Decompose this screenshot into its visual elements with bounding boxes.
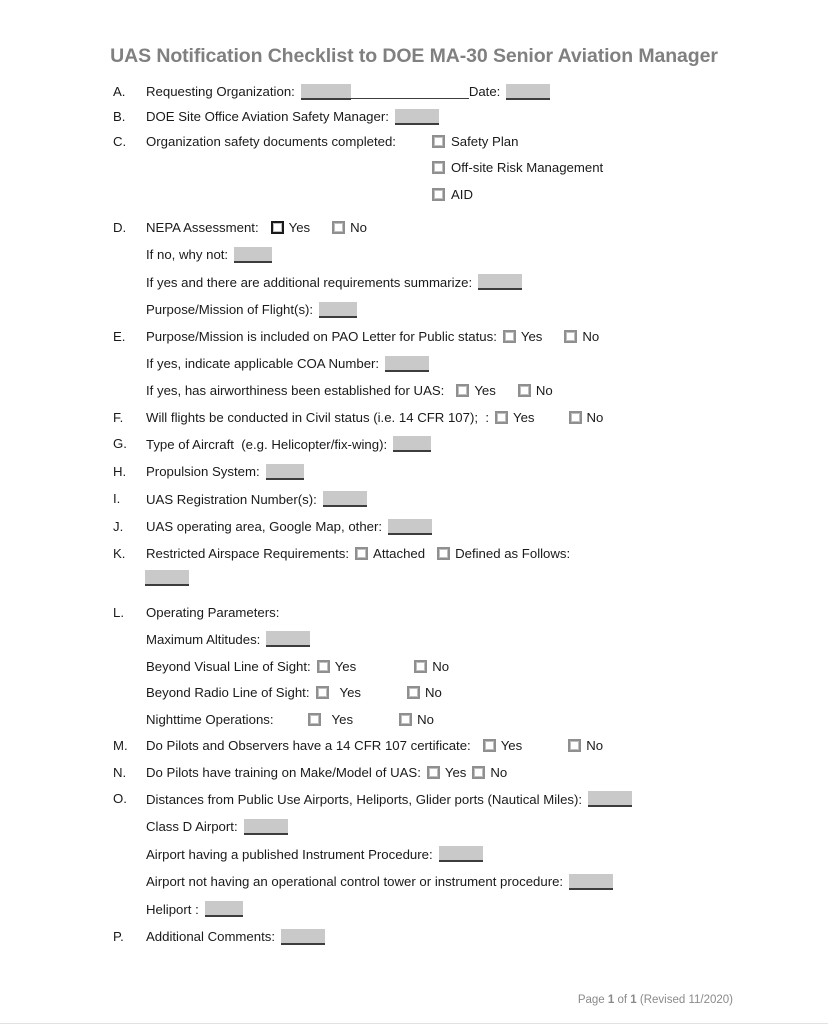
checkbox-training-yes[interactable]: [427, 766, 440, 779]
checkbox-option-bvlos-yes[interactable]: [317, 659, 357, 674]
row-letter-m: M.: [113, 738, 128, 754]
checkbox-pao-yes[interactable]: [503, 330, 516, 343]
checkbox-option-bvlos-no[interactable]: [414, 659, 449, 674]
label-nighttime-no: No: [417, 711, 434, 727]
field-if-no-why-not[interactable]: [234, 247, 272, 263]
checkbox-civil-yes[interactable]: [495, 411, 508, 424]
label-airworthiness-yes: Yes: [474, 383, 496, 399]
label-beyond-visual-line-of-sight: Beyond Visual Line of Sight:: [146, 658, 311, 674]
field-no-control-tower-or-procedure[interactable]: [569, 874, 613, 890]
label-type-of-aircraft: Type of Aircraft (e.g. Helicopter/fix-wing):: [146, 436, 388, 452]
checkbox-bvlos-yes[interactable]: [317, 660, 330, 673]
row-letter-l: L.: [113, 604, 124, 620]
form-row-d: [0, 220, 828, 235]
label-safety-plan: Safety Plan: [451, 133, 519, 149]
label-training-yes: Yes: [444, 764, 467, 780]
checkbox-option-civil-no[interactable]: [569, 410, 604, 425]
label-pao-no: No: [582, 329, 600, 345]
field-site-office-safety-manager[interactable]: [395, 109, 439, 125]
form-row-o-sub2: [0, 846, 828, 862]
label-offsite-risk-management: Off-site Risk Management: [451, 160, 604, 176]
label-nighttime-yes: Yes: [331, 711, 354, 727]
checkbox-option-training-no[interactable]: [472, 765, 507, 780]
checkbox-option-offsite-risk-management[interactable]: [432, 160, 603, 175]
form-row-b: [0, 109, 828, 125]
label-airworthiness-no: No: [535, 383, 553, 399]
field-type-of-aircraft[interactable]: [393, 436, 431, 452]
form-row-n: [0, 765, 828, 780]
form-row-l-brlos: [0, 685, 828, 700]
field-uas-operating-area[interactable]: [388, 519, 432, 535]
label-make-model-training: Do Pilots have training on Make/Model of UAS:: [146, 764, 421, 780]
checkbox-nepa-no[interactable]: [332, 221, 345, 234]
label-coa-number: If yes, indicate applicable COA Number:: [146, 356, 380, 372]
label-no-control-tower-or-procedure: Airport not having an operational control tower or instrument procedure:: [146, 874, 564, 890]
field-coa-number[interactable]: [385, 356, 429, 372]
label-class-d-airport: Class D Airport:: [146, 819, 238, 835]
label-civil-status: Will flights be conducted in Civil status (i.e. 14 CFR 107); :: [146, 409, 490, 425]
row-letter-e: E.: [113, 329, 126, 345]
label-propulsion-system: Propulsion System:: [146, 464, 260, 480]
label-requesting-organization: Requesting Organization:: [146, 84, 295, 100]
label-civil-yes: Yes: [513, 409, 535, 425]
checkbox-option-pao-no[interactable]: [564, 329, 599, 344]
field-published-instrument-procedure[interactable]: [439, 846, 483, 862]
checkbox-option-airworthiness-no[interactable]: [518, 383, 553, 398]
field-date[interactable]: [506, 84, 550, 100]
checkbox-cfr107-no[interactable]: [568, 739, 581, 752]
form-row-e-sub1: [0, 356, 828, 372]
checkbox-option-pao-yes[interactable]: [503, 329, 543, 344]
checkbox-airspace-attached[interactable]: [355, 547, 368, 560]
checkbox-cfr107-yes[interactable]: [483, 739, 496, 752]
checkbox-airworthiness-yes[interactable]: [456, 384, 469, 397]
checkbox-airworthiness-no[interactable]: [518, 384, 531, 397]
page-title: UAS Notification Checklist to DOE MA-30 Senior Aviation Manager: [110, 45, 718, 67]
form-row-c: [0, 134, 828, 202]
form-row-l-max-altitudes: [0, 631, 828, 647]
footer-page-total: 1: [630, 994, 637, 1006]
label-date: Date:: [468, 84, 501, 100]
label-airworthiness-established: If yes, has airworthiness been established for UAS:: [146, 383, 445, 399]
form-row-i: [0, 491, 828, 507]
form-row-o-sub4: [0, 901, 828, 917]
field-additional-requirements-summarize[interactable]: [478, 274, 522, 290]
checkbox-nighttime-no[interactable]: [399, 713, 412, 726]
form-row-h: [0, 464, 828, 480]
form-row-j: [0, 519, 828, 535]
label-site-office-safety-manager: DOE Site Office Aviation Safety Manager:: [146, 109, 389, 125]
label-airspace-attached: Attached: [373, 546, 426, 562]
form-row-o-sub3: [0, 874, 828, 890]
label-brlos-no: No: [425, 685, 442, 701]
checkbox-option-brlos-no[interactable]: [407, 685, 442, 700]
form-row-d-sub2: [0, 274, 828, 290]
row-letter-c: C.: [113, 133, 127, 149]
field-heliport[interactable]: [205, 901, 243, 917]
field-purpose-mission-of-flights[interactable]: [319, 302, 357, 318]
form-row-o-sub1: [0, 819, 828, 835]
field-uas-registration-number[interactable]: [323, 491, 367, 507]
form-body: [0, 70, 828, 945]
row-letter-d: D.: [113, 220, 127, 236]
label-nepa-no: No: [350, 220, 368, 236]
label-bvlos-yes: Yes: [334, 658, 357, 674]
field-propulsion-system[interactable]: [266, 464, 304, 480]
label-published-instrument-procedure: Airport having a published Instrument Procedure:: [146, 846, 433, 862]
label-pao-yes: Yes: [520, 329, 543, 345]
label-nepa-assessment: NEPA Assessment:: [146, 220, 259, 236]
label-nighttime-operations: Nighttime Operations:: [146, 711, 274, 727]
form-row-d-sub3: [0, 302, 828, 318]
checkbox-option-aid[interactable]: [432, 187, 603, 202]
label-cfr107-yes: Yes: [500, 738, 523, 754]
label-distances-from-airports: Distances from Public Use Airports, Heliports, Glider ports (Nautical Miles):: [146, 791, 583, 807]
checkbox-offsite-risk-management[interactable]: [432, 161, 445, 174]
row-letter-p: P.: [113, 928, 124, 944]
form-row-m: [0, 738, 828, 753]
label-operating-parameters: Operating Parameters:: [146, 604, 280, 620]
checkbox-airspace-defined[interactable]: [437, 547, 450, 560]
label-safety-documents: Organization safety documents completed:: [146, 133, 396, 149]
label-training-no: No: [490, 764, 508, 780]
row-letter-b: B.: [113, 108, 126, 124]
row-letter-k: K.: [113, 546, 126, 562]
footer-suffix: (Revised 11/2020): [636, 994, 733, 1006]
row-letter-f: F.: [113, 409, 124, 425]
row-letter-h: H.: [113, 463, 127, 479]
label-civil-no: No: [586, 409, 604, 425]
row-letter-i: I.: [113, 491, 121, 507]
checkbox-option-civil-yes[interactable]: [495, 410, 535, 425]
form-row-k: [0, 546, 828, 561]
rule-requesting-organization: [351, 84, 469, 99]
checkbox-safety-plan[interactable]: [432, 135, 445, 148]
label-airspace-defined: Defined as Follows:: [455, 546, 571, 562]
label-cfr107-no: No: [586, 738, 604, 754]
label-beyond-radio-line-of-sight: Beyond Radio Line of Sight:: [146, 685, 310, 701]
form-row-f: [0, 410, 828, 425]
checkbox-option-airspace-attached[interactable]: [355, 546, 425, 561]
footer-prefix: Page: [577, 994, 608, 1006]
checkbox-option-nighttime-no[interactable]: [399, 712, 434, 727]
label-bvlos-no: No: [432, 658, 450, 674]
label-uas-operating-area: UAS operating area, Google Map, other:: [146, 519, 383, 535]
checkbox-option-training-yes[interactable]: [427, 765, 467, 780]
checkbox-option-nepa-yes[interactable]: [271, 220, 311, 235]
field-class-d-airport[interactable]: [244, 819, 288, 835]
label-pao-letter-public-status: Purpose/Mission is included on PAO Letter for Public status:: [146, 329, 497, 345]
form-row-e-sub2: [0, 383, 828, 398]
field-distances-from-airports[interactable]: [588, 791, 632, 807]
label-if-no-why-not: If no, why not:: [146, 247, 229, 263]
checkbox-training-no[interactable]: [472, 766, 485, 779]
checkbox-civil-no[interactable]: [569, 411, 582, 424]
label-nepa-yes: Yes: [288, 220, 311, 236]
row-letter-o: O.: [113, 791, 127, 807]
checkbox-pao-no[interactable]: [564, 330, 577, 343]
checkbox-aid[interactable]: [432, 188, 445, 201]
checkbox-option-nepa-no[interactable]: [332, 220, 367, 235]
form-row-d-sub1: [0, 247, 828, 263]
checkbox-option-airspace-defined[interactable]: [437, 546, 570, 561]
row-letter-j: J.: [113, 518, 124, 534]
label-aid: AID: [451, 186, 473, 202]
label-additional-comments: Additional Comments:: [146, 929, 276, 945]
label-restricted-airspace: Restricted Airspace Requirements:: [146, 546, 350, 562]
row-letter-a: A.: [113, 83, 126, 99]
checkbox-option-cfr107-no[interactable]: [568, 738, 603, 753]
row-letter-n: N.: [113, 764, 127, 780]
form-row-e: [0, 329, 828, 344]
footer-page-number: 1: [607, 994, 615, 1006]
label-purpose-mission-of-flights: Purpose/Mission of Flight(s):: [146, 302, 314, 318]
label-heliport: Heliport :: [146, 901, 199, 917]
form-row-l: [0, 605, 828, 620]
form-row-p: [0, 929, 828, 945]
row-letter-g: G.: [113, 436, 127, 452]
checkbox-option-brlos-yes[interactable]: [316, 685, 362, 700]
checkbox-option-safety-plan[interactable]: [432, 134, 603, 149]
checkbox-option-nighttime-yes[interactable]: [308, 712, 354, 727]
form-row-l-bvlos: [0, 659, 828, 674]
label-additional-requirements-summarize: If yes and there are additional requirements summarize:: [146, 274, 473, 290]
checkbox-brlos-no[interactable]: [407, 686, 420, 699]
page-footer: [0, 994, 828, 1006]
checkbox-option-airworthiness-yes[interactable]: [456, 383, 496, 398]
field-maximum-altitudes[interactable]: [266, 631, 310, 647]
field-requesting-organization[interactable]: [301, 84, 351, 100]
form-row-g: [0, 436, 828, 452]
checkbox-nighttime-yes[interactable]: [308, 713, 321, 726]
checkbox-option-cfr107-yes[interactable]: [483, 738, 523, 753]
field-additional-comments[interactable]: [281, 929, 325, 945]
form-row-o: [0, 791, 828, 807]
label-maximum-altitudes: Maximum Altitudes:: [146, 631, 261, 647]
label-cfr-107-certificate: Do Pilots and Observers have a 14 CFR 107 certificate:: [146, 738, 471, 754]
checkbox-brlos-yes[interactable]: [316, 686, 329, 699]
label-uas-registration-number: UAS Registration Number(s):: [146, 491, 317, 507]
checkbox-nepa-yes[interactable]: [271, 221, 284, 234]
form-row-k-field: [0, 570, 828, 586]
form-row-l-nighttime: [0, 712, 828, 727]
form-row-a: [0, 84, 828, 100]
label-brlos-yes: Yes: [339, 685, 362, 701]
field-airspace-defined-as-follows[interactable]: [145, 570, 189, 586]
footer-middle: of: [614, 994, 631, 1006]
checkbox-bvlos-no[interactable]: [414, 660, 427, 673]
